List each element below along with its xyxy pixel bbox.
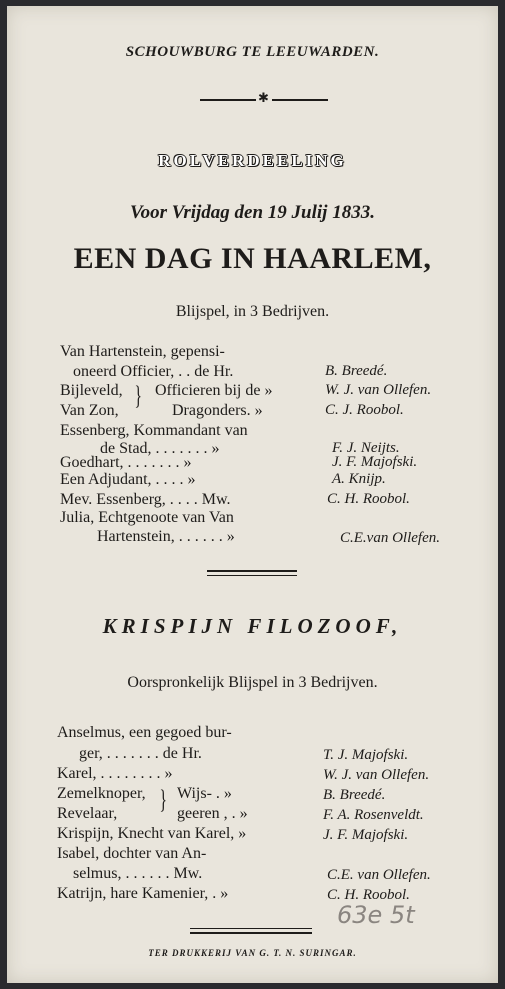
cast-line: Katrijn, hare Kamenier, . » xyxy=(57,885,229,902)
brace-symbol: } xyxy=(159,785,167,814)
cast-line: Essenberg, Kommandant van xyxy=(60,422,248,439)
cast-line: Karel, . . . . . . . . » xyxy=(57,765,173,782)
rolverdeeling-heading: ROLVERDEELING xyxy=(158,151,347,170)
cast-line: oneerd Officier, . . de Hr. xyxy=(73,363,234,380)
cast-line: Hartenstein, . . . . . . » xyxy=(97,528,235,545)
actor-name: B. Breedé. xyxy=(325,363,388,379)
actor-name: C. H. Roobol. xyxy=(327,491,410,507)
cast-line: Anselmus, een gegoed bur- xyxy=(57,724,232,741)
cast-line: Zemelknoper, xyxy=(57,785,146,802)
cast-line: Bijleveld, xyxy=(60,382,123,399)
actor-name: J. F. Majofski. xyxy=(323,827,409,843)
cast-line: selmus, . . . . . . Mw. xyxy=(73,865,203,882)
cast-line-mid: Officieren bij de » xyxy=(155,382,273,399)
theatre-name: SCHOUWBURG TE LEEUWARDEN. xyxy=(125,44,380,60)
play-title-1: EEN DAG IN HAARLEM, xyxy=(73,242,432,275)
cast-line-mid: geeren , . » xyxy=(177,805,248,822)
actor-name: T. J. Majofski. xyxy=(323,747,409,763)
play-title-2: KRISPIJN FILOZOOF, xyxy=(102,614,403,638)
printer-credit: TER DRUKKERIJ VAN G. T. N. SURINGAR. xyxy=(148,948,357,958)
cast-line: de Stad, . . . . . . . » xyxy=(100,440,220,457)
cast-line: Revelaar, xyxy=(57,805,118,822)
actor-name: F. J. Neijts. xyxy=(332,440,400,456)
actor-name: F. A. Rosenveldt. xyxy=(323,807,424,823)
actor-name: C.E. van Ollefen. xyxy=(327,867,431,883)
playbill-sheet: SCHOUWBURG TE LEEUWARDEN. ✱ ROLVERDEELING Voor Vrijdag den 19 Julij 1833. EEN DAG IN HAARLEM, Blijspel, in 3 Bedrijven. Van Hartenstein, gepensi- oneerd Officier, . . de Hr. B. Breedé. Bijleveld, } Officieren bij de » W. J. van Ollefen. Van Zon, Dragonders. » C. J. Roobol. Essenberg, Kommandant van de Stad, . . . . . . . » F. J. Neijts. Goedhart, . . . . . . . » J. F. Majofski. Een Adjudant, . . . . » A. Knijp. Mev. Essenberg, . . . . Mw. C. H. Roobol. Julia, Echtgenoote van Van Hartenstein, . . . . . . » C.E.van Ollefen. KRISPIJN FILOZOOF, Oorspronkelijk Blijspel in 3 Bedrijven. Anselmus, een gegoed bur- ger, . . . . . . . de Hr. T. J. Majofski. Karel, . . . . . . . . » W. J. van Ollefen. Zemelknoper, } Wijs- . » B. Breedé. Revelaar, geeren , . » F. A. Rosenveldt. Krispijn, Knecht van Karel, » J. F. Majofski. Isabel, dochter van An- selmus, . . . . . . Mw. C.E. van Ollefen. Katrijn, hare Kamenier, . » C. H. Roobol. 63e 5t TER DRUKKERIJ VAN G. T. N. SURINGAR. xyxy=(7,6,498,983)
cast-line: Isabel, dochter van An- xyxy=(57,845,207,862)
cast-line: Een Adjudant, . . . . » xyxy=(60,471,196,488)
actor-name: W. J. van Ollefen. xyxy=(325,382,432,398)
play-subtitle-2: Oorspronkelijk Blijspel in 3 Bedrijven. xyxy=(127,674,378,691)
cast-line: Mev. Essenberg, . . . . Mw. xyxy=(60,491,231,508)
cast-line: Van Zon, xyxy=(60,402,119,419)
cast-line-mid: Dragonders. » xyxy=(172,402,263,419)
actor-name: W. J. van Ollefen. xyxy=(323,767,430,783)
cast-line: Van Hartenstein, gepensi- xyxy=(60,343,225,360)
actor-name: J. F. Majofski. xyxy=(332,454,418,470)
actor-name: A. Knijp. xyxy=(332,471,386,487)
handwritten-note: 63e 5t xyxy=(337,901,415,929)
play-subtitle-1: Blijspel, in 3 Bedrijven. xyxy=(175,303,330,320)
brace-symbol: } xyxy=(134,381,142,410)
actor-name: B. Breedé. xyxy=(323,787,386,803)
cast-line: Krispijn, Knecht van Karel, » xyxy=(57,825,247,842)
actor-name: C.E.van Ollefen. xyxy=(340,530,440,546)
cast-line-mid: Wijs- . » xyxy=(177,785,232,802)
actor-name: C. J. Roobol. xyxy=(325,402,404,418)
cast-line: ger, . . . . . . . de Hr. xyxy=(79,745,202,762)
cast-line: Julia, Echtgenoote van Van xyxy=(60,509,234,526)
actor-name: C. H. Roobol. xyxy=(327,887,410,903)
performance-date: Voor Vrijdag den 19 Julij 1833. xyxy=(130,202,375,223)
cast-line: Goedhart, . . . . . . . » xyxy=(60,454,192,471)
